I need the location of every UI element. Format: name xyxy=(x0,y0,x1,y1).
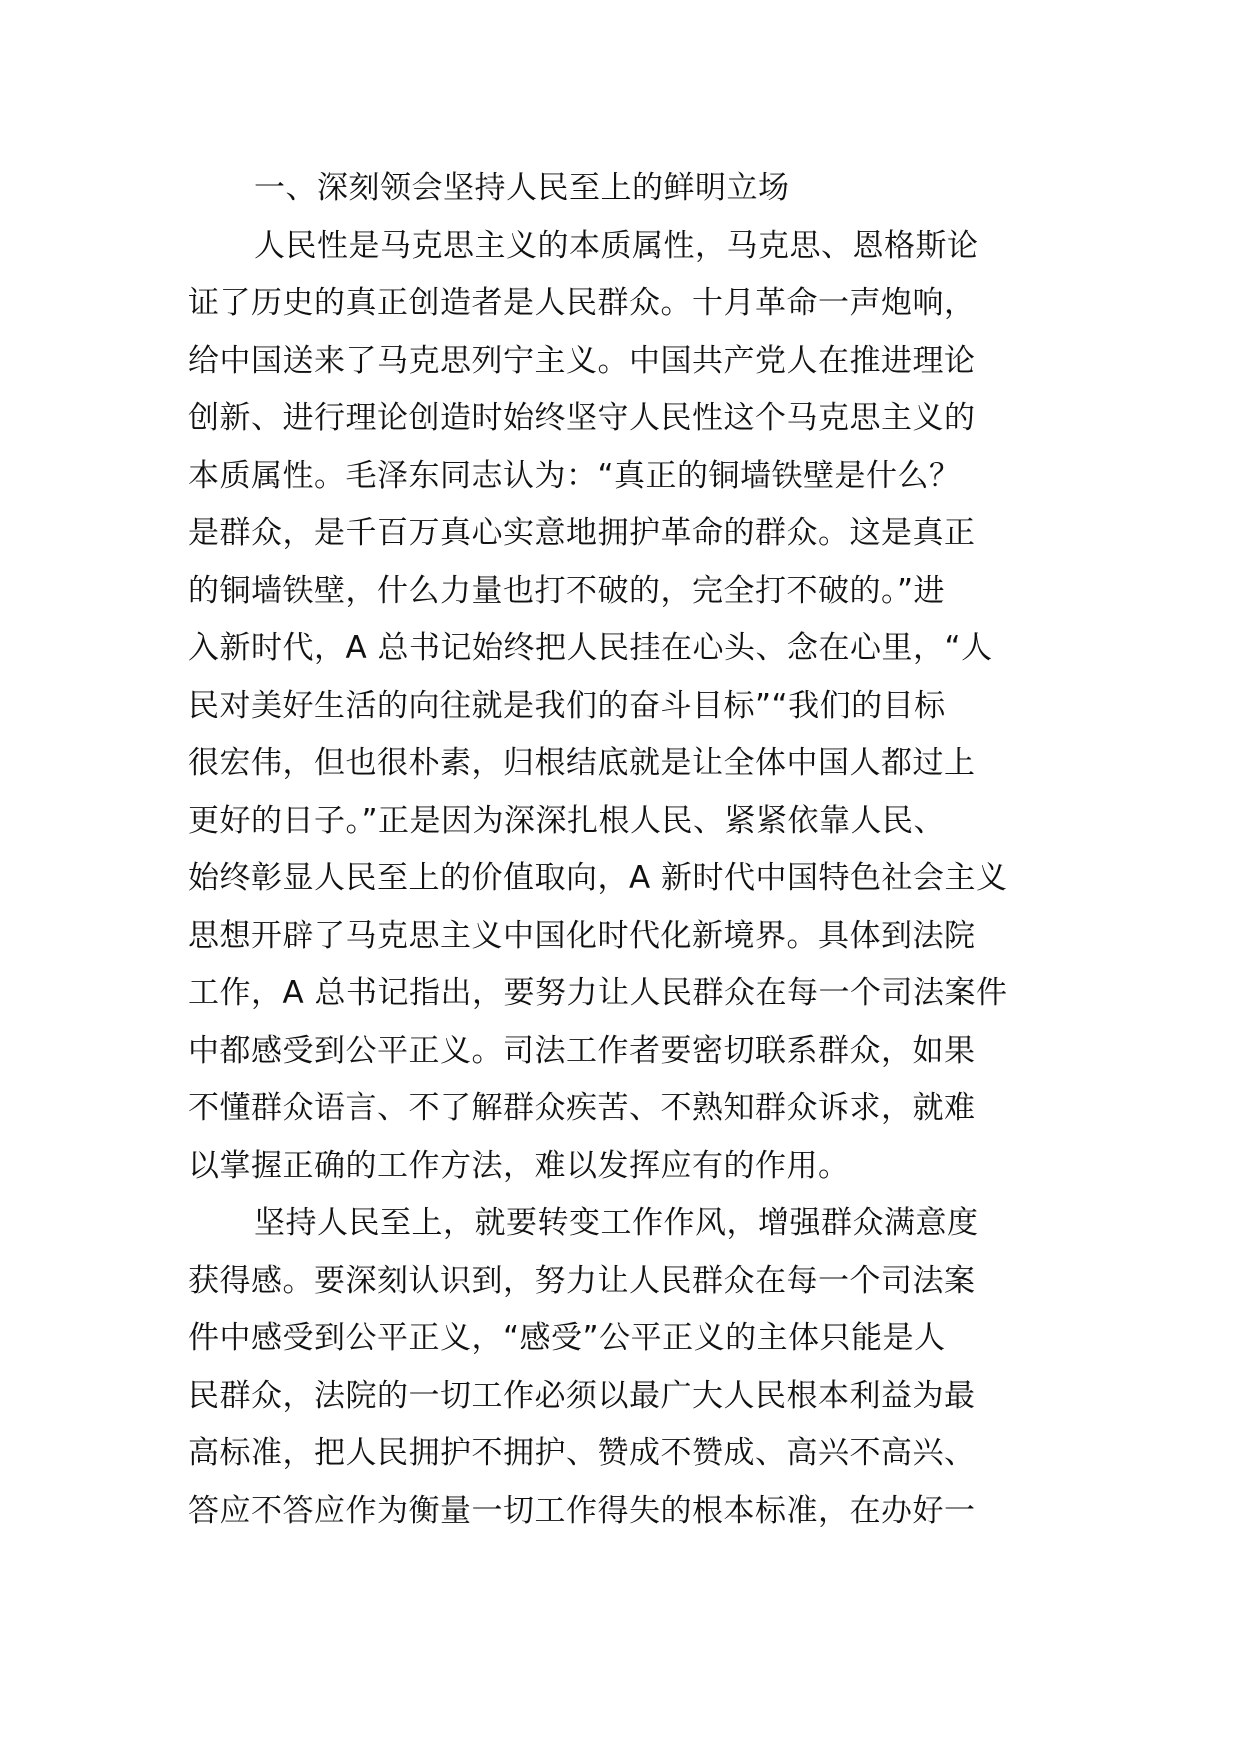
paragraph-line: 创新、进行理论创造时始终坚守人民性这个马克思主义的 xyxy=(188,400,976,436)
paragraph-line: 民对美好生活的向往就是我们的奋斗目标”“我们的目标 xyxy=(188,687,946,724)
paragraph-line: 不懂群众语言、不了解群众疾苦、不熟知群众诉求，就难 xyxy=(188,1090,976,1126)
paragraph-line: 件中感受到公平正义，“感受”公平正义的主体只能是人 xyxy=(188,1320,946,1356)
paragraph-line: 人民性是马克思主义的本质属性，马克思、恩格斯论 xyxy=(254,227,979,264)
paragraph-line: 坚持人民至上，就要转变工作作风，增强群众满意度 xyxy=(254,1205,979,1241)
paragraph-line: 是群众，是千百万真心实意地拥护革命的群众。这是真正 xyxy=(188,515,976,551)
document-body xyxy=(188,160,1068,1540)
paragraph-line: 答应不答应作为衡量一切工作得失的根本标准，在办好一 xyxy=(188,1492,976,1529)
paragraph-line: 很宏伟，但也很朴素，归根结底就是让全体中国人都过上 xyxy=(188,745,976,781)
paragraph-line: 获得感。要深刻认识到，努力让人民群众在每一个司法案 xyxy=(188,1262,976,1299)
paragraph-line: 高标准，把人民拥护不拥护、赞成不赞成、高兴不高兴、 xyxy=(188,1435,976,1471)
paragraph-line: 的铜墙铁壁，什么力量也打不破的，完全打不破的。”进 xyxy=(188,572,946,609)
paragraph-line: 中都感受到公平正义。司法工作者要密切联系群众，如果 xyxy=(188,1032,976,1069)
paragraph-line: 本质属性。毛泽东同志认为：“真正的铜墙铁壁是什么？ xyxy=(188,457,961,494)
paragraph-line: 以掌握正确的工作方法，难以发挥应有的作用。 xyxy=(188,1147,850,1184)
paragraph-line: 民群众，法院的一切工作必须以最广大人民根本利益为最 xyxy=(188,1377,976,1414)
paragraph-line: 证了历史的真正创造者是人民群众。十月革命一声炮响， xyxy=(188,285,976,321)
paragraph-line: 工作，A 总书记指出，要努力让人民群众在每一个司法案件 xyxy=(188,975,1008,1011)
section-heading: 一、深刻领会坚持人民至上的鲜明立场 xyxy=(254,170,790,206)
paragraph-line: 思想开辟了马克思主义中国化时代化新境界。具体到法院 xyxy=(188,917,976,954)
paragraph-line: 入新时代，A 总书记始终把人民挂在心头、念在心里，“人 xyxy=(188,630,993,666)
paragraph-line: 给中国送来了马克思列宁主义。中国共产党人在推进理论 xyxy=(188,342,976,379)
paragraph-line: 更好的日子。”正是因为深深扎根人民、紧紧依靠人民、 xyxy=(188,802,946,839)
paragraph-line: 始终彰显人民至上的价值取向，A 新时代中国特色社会主义 xyxy=(188,860,1008,896)
